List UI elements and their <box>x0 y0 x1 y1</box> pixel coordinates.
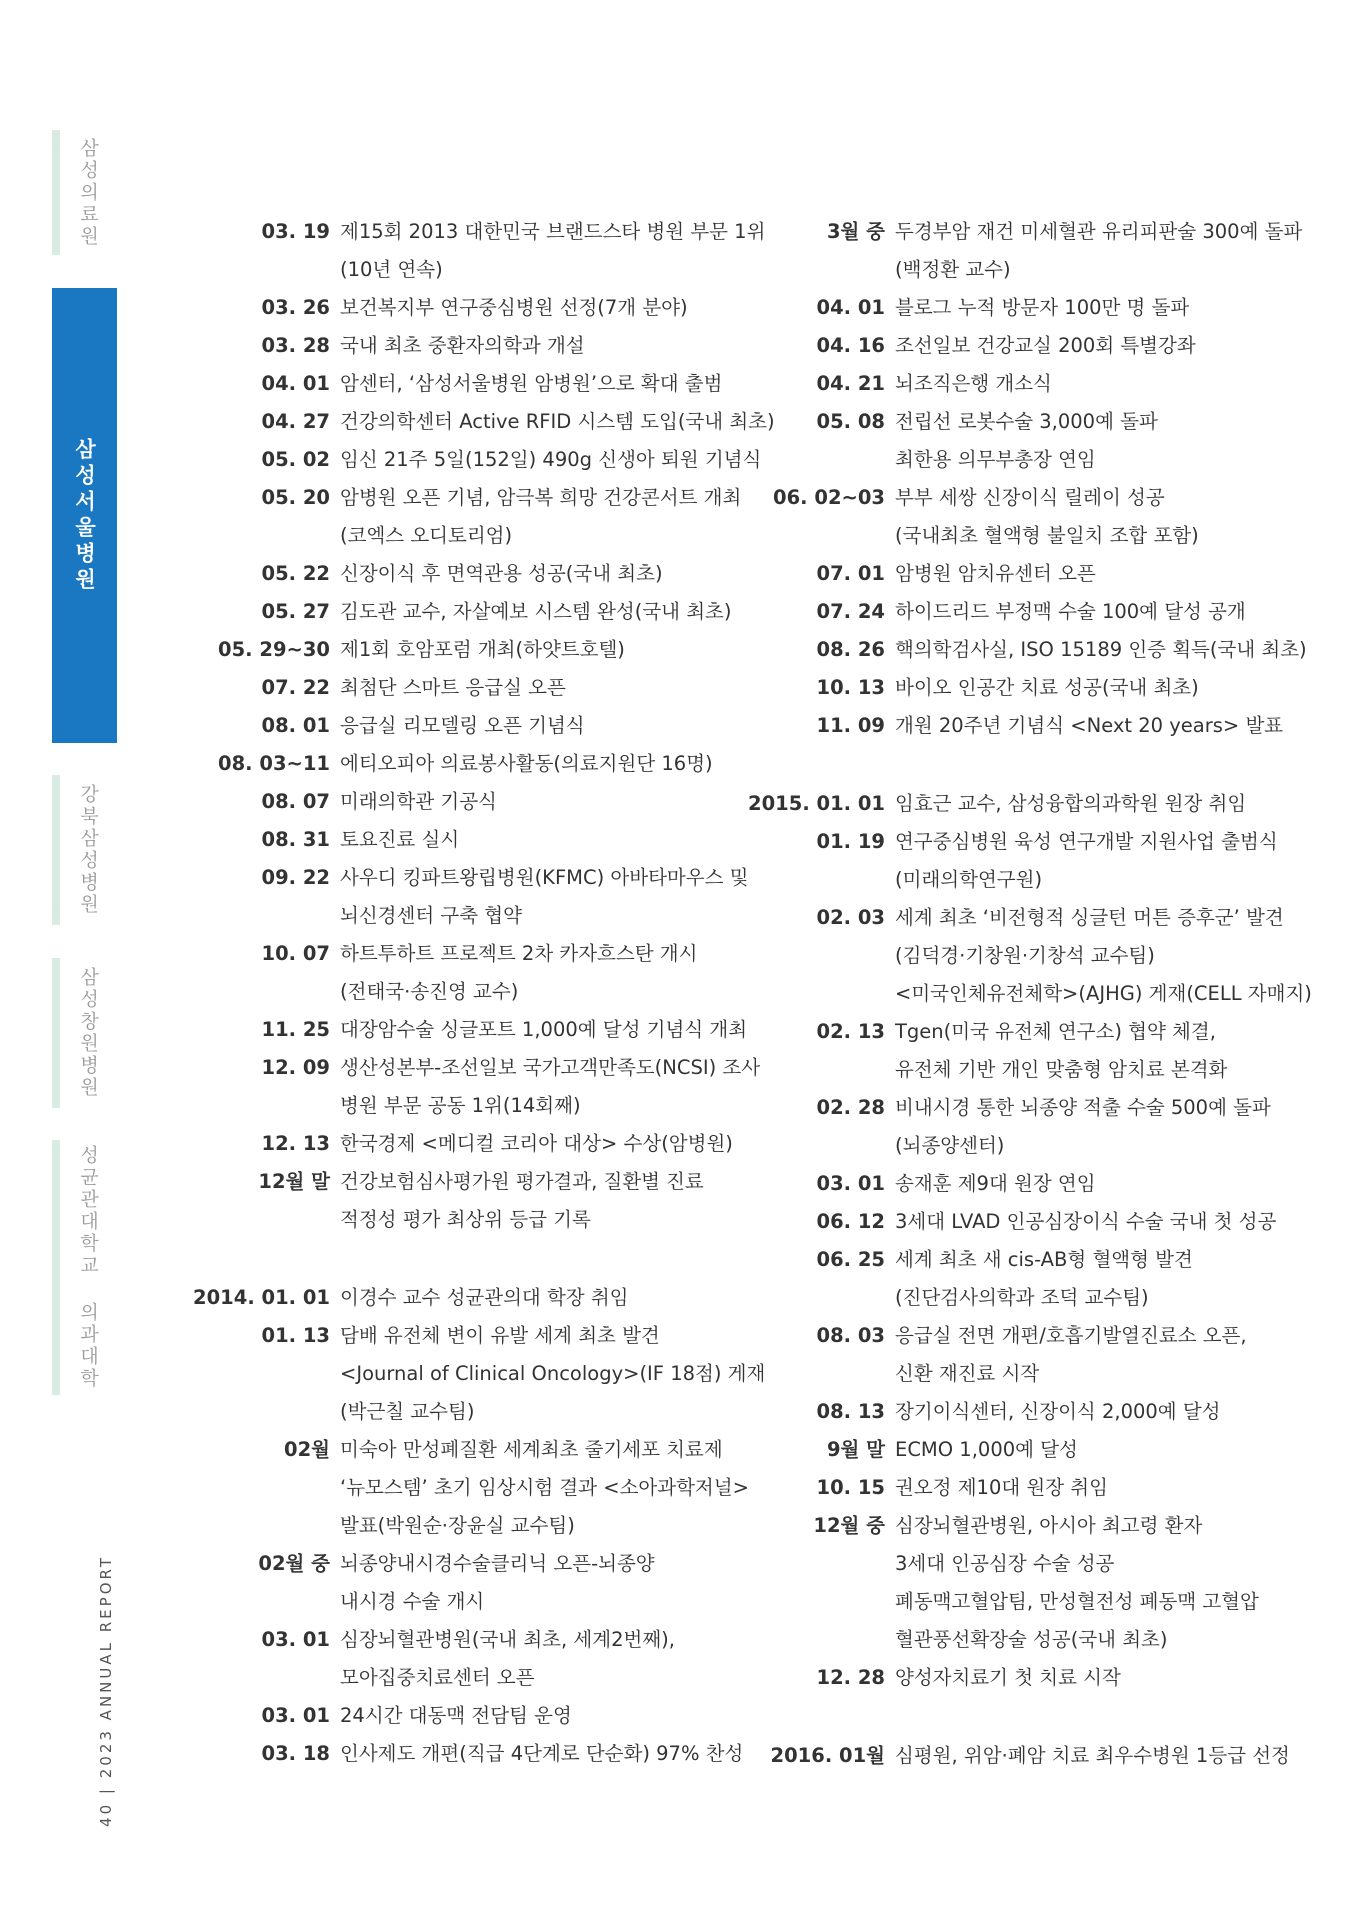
timeline-entry <box>190 669 775 707</box>
entry-date: 03. 01 <box>261 1628 330 1651</box>
entry-line: 임신 21주 5일(152일) 490g 신생아 퇴원 기념식 <box>340 448 762 471</box>
entry-line: 세계 최초 ‘비전형적 싱글턴 머튼 증후군’ 발견 <box>895 906 1284 929</box>
entry-line: 제15회 2013 대한민국 브랜드스타 병원 부문 1위 <box>340 220 766 243</box>
entry-date: 07. 22 <box>261 676 330 699</box>
entry-line: 바이오 인공간 치료 성공(국내 최초) <box>895 676 1199 699</box>
entry-date: 05. 27 <box>261 600 330 623</box>
entry-date: 2016. 01월 <box>770 1744 885 1767</box>
timeline-entry <box>745 1469 1312 1507</box>
entry-description <box>340 213 765 289</box>
entry-date: 10. 15 <box>816 1476 885 1499</box>
entry-description <box>895 1241 1193 1317</box>
entry-description <box>340 289 688 327</box>
entry-description <box>895 631 1307 669</box>
entry-date: 2015. 01. 01 <box>748 792 885 815</box>
entry-date: 11. 25 <box>261 1018 330 1041</box>
timeline-entry <box>190 821 775 859</box>
entry-line: 뇌신경센터 구축 협약 <box>340 904 522 927</box>
timeline-entry <box>745 1737 1312 1775</box>
entry-date: 05. 22 <box>261 562 330 585</box>
entry-description <box>895 1089 1271 1165</box>
entry-line: 대장암수술 싱글포트 1,000예 달성 기념식 개최 <box>340 1018 748 1041</box>
entry-description <box>340 1621 675 1697</box>
entry-description <box>340 1735 743 1773</box>
timeline-entry <box>190 1011 775 1049</box>
entry-line: 보건복지부 연구중심병원 선정(7개 분야) <box>340 296 688 319</box>
entry-line: 신장이식 후 면역관용 성공(국내 최초) <box>340 562 663 585</box>
entry-description <box>895 1393 1221 1431</box>
entry-line: (국내최초 혈액형 불일치 조합 포함) <box>895 524 1199 547</box>
timeline-entry <box>190 935 775 1011</box>
entry-date: 02. 03 <box>816 906 885 929</box>
sidebar-tab-samsung-changwon-hospital[interactable] <box>52 958 117 1108</box>
entry-description <box>895 1013 1227 1089</box>
timeline-entry <box>190 783 775 821</box>
entry-date: 09. 22 <box>261 866 330 889</box>
entry-line: 혈관풍선확장술 성공(국내 최초) <box>895 1628 1168 1651</box>
timeline-entry <box>190 1621 775 1697</box>
entry-date: 05. 20 <box>261 486 330 509</box>
entry-date: 04. 27 <box>261 410 330 433</box>
entry-date: 07. 01 <box>816 562 885 585</box>
entry-line: Tgen(미국 유전체 연구소) 협약 체결, <box>895 1020 1216 1043</box>
entry-date: 08. 01 <box>261 714 330 737</box>
entry-line: 사우디 킹파트왕립병원(KFMC) 아바타마우스 및 <box>340 866 749 889</box>
entry-line: 세계 최초 새 cis-AB형 혈액형 발견 <box>895 1248 1193 1271</box>
entry-date: 05. 02 <box>261 448 330 471</box>
sidebar-tab-samsung-medical-center[interactable] <box>52 130 117 255</box>
timeline-entry <box>745 403 1312 479</box>
entry-date: 04. 01 <box>816 296 885 319</box>
entry-description <box>340 935 697 1011</box>
entry-line: 폐동맥고혈압팀, 만성혈전성 폐동맥 고혈압 <box>895 1590 1259 1613</box>
entry-line: 장기이식센터, 신장이식 2,000예 달성 <box>895 1400 1221 1423</box>
entry-date: 08. 03~11 <box>218 752 330 775</box>
entry-date: 07. 24 <box>816 600 885 623</box>
entry-line: 연구중심병원 육성 연구개발 지원사업 출범식 <box>895 830 1278 853</box>
entry-description <box>895 213 1302 289</box>
entry-line: 암센터, ‘삼성서울병원 암병원’으로 확대 출범 <box>340 372 723 395</box>
entry-description <box>340 783 497 821</box>
entry-description <box>895 785 1246 823</box>
entry-description <box>340 707 585 745</box>
entry-date: 06. 02~03 <box>773 486 885 509</box>
timeline-entry <box>745 1507 1312 1659</box>
entry-description <box>340 365 722 403</box>
entry-description <box>895 479 1199 555</box>
entry-description <box>895 823 1278 899</box>
timeline-entry <box>745 1013 1312 1089</box>
entry-line: 조선일보 건강교실 200회 특별강좌 <box>895 334 1196 357</box>
entry-line: 국내 최초 중환자의학과 개설 <box>340 334 585 357</box>
entry-date: 03. 01 <box>261 1704 330 1727</box>
entry-line: 발표(박원순·장윤실 교수팀) <box>340 1514 575 1537</box>
entry-line: ECMO 1,000예 달성 <box>895 1438 1078 1461</box>
entry-date: 05. 08 <box>816 410 885 433</box>
timeline-entry <box>190 479 775 555</box>
entry-date: 9월 말 <box>826 1438 885 1461</box>
entry-description <box>340 441 761 479</box>
timeline-entry <box>190 859 775 935</box>
entry-description <box>340 1431 749 1545</box>
timeline-entry <box>745 823 1312 899</box>
entry-description <box>895 555 1096 593</box>
timeline-entry <box>745 1241 1312 1317</box>
timeline-entry <box>190 1125 775 1163</box>
entry-line: (미래의학연구원) <box>895 868 1043 891</box>
timeline-entry <box>745 707 1312 745</box>
entry-line: (뇌종양센터) <box>895 1134 1005 1157</box>
timeline-entry <box>190 213 775 289</box>
entry-line: 핵의학검사실, ISO 15189 인증 획득(국내 최초) <box>895 638 1307 661</box>
entry-description <box>340 631 625 669</box>
entry-description <box>895 669 1199 707</box>
timeline-entry <box>190 441 775 479</box>
entry-description <box>895 403 1158 479</box>
entry-description <box>895 365 1052 403</box>
timeline-entry <box>190 1697 775 1735</box>
entry-line: (김덕경·기창원·기창석 교수팀) <box>895 944 1155 967</box>
timeline-entry <box>190 745 775 783</box>
entry-description <box>895 1737 1290 1775</box>
timeline-entry <box>190 1431 775 1545</box>
entry-date: 03. 28 <box>261 334 330 357</box>
entry-line: 심장뇌혈관병원, 아시아 최고령 환자 <box>895 1514 1203 1537</box>
timeline-entry <box>745 555 1312 593</box>
entry-line: ‘뉴모스템’ 초기 임상시험 결과 <소아과학저널> <box>340 1476 749 1499</box>
entry-line: (10년 연속) <box>340 258 443 281</box>
entry-line: 송재훈 제9대 원장 연임 <box>895 1172 1096 1195</box>
sidebar-tab-kangbuk-samsung-hospital[interactable] <box>52 775 117 925</box>
timeline-right-column <box>745 213 1312 1775</box>
entry-line: 블로그 누적 방문자 100만 명 돌파 <box>895 296 1190 319</box>
entry-description <box>340 745 713 783</box>
year-spacer <box>190 1239 775 1279</box>
entry-line: 내시경 수술 개시 <box>340 1590 485 1613</box>
entry-date: 11. 09 <box>816 714 885 737</box>
timeline-entry <box>190 327 775 365</box>
timeline-entry <box>745 1089 1312 1165</box>
entry-line: 3세대 인공심장 수술 성공 <box>895 1552 1115 1575</box>
page-footer <box>94 1555 118 1827</box>
entry-description <box>895 899 1312 1013</box>
sidebar-tab-label: 강북삼성병원 <box>77 784 99 916</box>
entry-date: 12월 중 <box>813 1514 885 1537</box>
entry-date: 08. 13 <box>816 1400 885 1423</box>
sidebar-tab-label: 삼성서울병원 <box>72 437 97 594</box>
entry-description <box>340 327 585 365</box>
entry-line: 뇌조직은행 개소식 <box>895 372 1052 395</box>
entry-line: 생산성본부-조선일보 국가고객만족도(NCSI) 조사 <box>340 1056 761 1079</box>
timeline-entry <box>745 479 1312 555</box>
entry-description <box>340 859 748 935</box>
entry-date: 06. 25 <box>816 1248 885 1271</box>
entry-description <box>340 1317 765 1431</box>
entry-line: 하이드리드 부정맥 수술 100예 달성 공개 <box>895 600 1246 623</box>
timeline-entry <box>190 365 775 403</box>
entry-description <box>340 1279 629 1317</box>
entry-line: 임효근 교수, 삼성융합의과학원 원장 취임 <box>895 792 1247 815</box>
entry-date: 01. 13 <box>261 1324 330 1347</box>
entry-date: 03. 19 <box>261 220 330 243</box>
entry-line: <미국인체유전체학>(AJHG) 게재(CELL 자매지) <box>895 982 1312 1005</box>
entry-date: 02. 13 <box>816 1020 885 1043</box>
timeline-entry <box>745 1203 1312 1241</box>
entry-description <box>895 1165 1096 1203</box>
entry-date: 12. 28 <box>816 1666 885 1689</box>
entry-line: 부부 세쌍 신장이식 릴레이 성공 <box>895 486 1165 509</box>
timeline-entry <box>190 1545 775 1621</box>
timeline-entry <box>190 1163 775 1239</box>
entry-description <box>895 1431 1078 1469</box>
timeline-entry <box>190 1279 775 1317</box>
entry-date: 12. 09 <box>261 1056 330 1079</box>
entry-description <box>895 593 1246 631</box>
entry-line: 암병원 오픈 기념, 암극복 희망 건강콘서트 개최 <box>340 486 742 509</box>
timeline-entry <box>745 631 1312 669</box>
timeline-left-column <box>190 213 775 1773</box>
entry-description <box>340 821 459 859</box>
entry-date: 10. 07 <box>261 942 330 965</box>
entry-line: 신환 재진료 시작 <box>895 1362 1040 1385</box>
sidebar-tab-label: 삼성창원병원 <box>77 967 99 1099</box>
entry-description <box>895 289 1189 327</box>
entry-date: 03. 01 <box>816 1172 885 1195</box>
entry-line: 심평원, 위암·폐암 치료 최우수병원 1등급 선정 <box>895 1744 1290 1767</box>
entry-line: 담배 유전체 변이 유발 세계 최초 발견 <box>340 1324 660 1347</box>
entry-date: 08. 07 <box>261 790 330 813</box>
timeline-entry <box>190 631 775 669</box>
annual-report-label: 40 | 2023 ANNUAL REPORT <box>97 1555 115 1827</box>
entry-line: 건강보험심사평가원 평가결과, 질환별 진료 <box>340 1170 704 1193</box>
entry-description <box>340 1125 733 1163</box>
entry-line: 한국경제 <메디컬 코리아 대상> 수상(암병원) <box>340 1132 733 1155</box>
timeline-entry <box>745 593 1312 631</box>
timeline-entry <box>745 365 1312 403</box>
entry-line: 에티오피아 의료봉사활동(의료지원단 16명) <box>340 752 713 775</box>
entry-line: 최첨단 스마트 응급실 오픈 <box>340 676 566 699</box>
entry-description <box>340 555 663 593</box>
sidebar-tab-label: 삼성의료원 <box>77 137 99 248</box>
entry-description <box>340 1697 572 1735</box>
entry-description <box>340 403 775 441</box>
entry-line: (코엑스 오디토리엄) <box>340 524 513 547</box>
entry-line: 응급실 전면 개편/호흡기발열진료소 오픈, <box>895 1324 1247 1347</box>
sidebar-tab-label: 성균관대학교 의과대학 <box>77 1145 99 1390</box>
timeline-entry <box>190 289 775 327</box>
timeline-entry <box>745 1431 1312 1469</box>
entry-description <box>340 479 741 555</box>
timeline-entry <box>190 707 775 745</box>
sidebar-tab-skku-medicine[interactable] <box>52 1140 117 1395</box>
entry-line: (박근칠 교수팀) <box>340 1400 475 1423</box>
timeline-entry <box>745 1659 1312 1697</box>
entry-line: 비내시경 통한 뇌종양 적출 수술 500예 돌파 <box>895 1096 1271 1119</box>
entry-description <box>895 1507 1259 1659</box>
timeline-entry <box>745 785 1312 823</box>
entry-description <box>340 1545 655 1621</box>
entry-description <box>340 1163 704 1239</box>
entry-description <box>340 1011 747 1049</box>
entry-description <box>340 593 731 631</box>
entry-date: 12월 말 <box>258 1170 330 1193</box>
entry-line: 유전체 기반 개인 맞춤형 암치료 본격화 <box>895 1058 1228 1081</box>
entry-line: (전태국·송진영 교수) <box>340 980 519 1003</box>
entry-line: 개원 20주년 기념식 <Next 20 years> 발표 <box>895 714 1284 737</box>
entry-description <box>895 327 1196 365</box>
entry-line: 24시간 대동맥 전담팀 운영 <box>340 1704 572 1727</box>
timeline-entry <box>745 327 1312 365</box>
entry-line: 3세대 LVAD 인공심장이식 수술 국내 첫 성공 <box>895 1210 1277 1233</box>
entry-date: 06. 12 <box>816 1210 885 1233</box>
year-spacer <box>745 745 1312 785</box>
timeline-entry <box>190 1735 775 1773</box>
entry-line: 병원 부문 공동 1위(14회째) <box>340 1094 581 1117</box>
timeline-entry <box>745 1165 1312 1203</box>
timeline-entry <box>745 289 1312 327</box>
entry-date: 12. 13 <box>261 1132 330 1155</box>
timeline-entry <box>745 669 1312 707</box>
entry-line: 전립선 로봇수술 3,000예 돌파 <box>895 410 1158 433</box>
entry-description <box>895 1659 1121 1697</box>
entry-line: 이경수 교수 성균관의대 학장 취임 <box>340 1286 629 1309</box>
entry-date: 01. 19 <box>816 830 885 853</box>
timeline-entry <box>745 1393 1312 1431</box>
entry-description <box>895 707 1283 745</box>
entry-line: 하트투하트 프로젝트 2차 카자흐스탄 개시 <box>340 942 698 965</box>
timeline-entry <box>190 403 775 441</box>
entry-date: 04. 21 <box>816 372 885 395</box>
entry-date: 04. 01 <box>261 372 330 395</box>
timeline-entry <box>190 1049 775 1125</box>
entry-line: (진단검사의학과 조덕 교수팀) <box>895 1286 1149 1309</box>
entry-date: 08. 26 <box>816 638 885 661</box>
entry-date: 10. 13 <box>816 676 885 699</box>
entry-date: 05. 29~30 <box>218 638 330 661</box>
entry-line: 건강의학센터 Active RFID 시스템 도입(국내 최초) <box>340 410 775 433</box>
entry-line: (백정환 교수) <box>895 258 1011 281</box>
entry-line: 최한용 의무부총장 연임 <box>895 448 1096 471</box>
entry-line: 김도관 교수, 자살예보 시스템 완성(국내 최초) <box>340 600 732 623</box>
entry-line: 암병원 암치유센터 오픈 <box>895 562 1096 585</box>
entry-line: 뇌종양내시경수술클리닉 오픈-뇌종양 <box>340 1552 655 1575</box>
entry-line: 두경부암 재건 미세혈관 유리피판술 300예 돌파 <box>895 220 1303 243</box>
entry-line: 응급실 리모델링 오픈 기념식 <box>340 714 585 737</box>
timeline-entry <box>190 555 775 593</box>
entry-line: <Journal of Clinical Oncology>(IF 18점) 게재 <box>340 1362 766 1385</box>
entry-description <box>895 1469 1108 1507</box>
entry-line: 심장뇌혈관병원(국내 최초, 세계2번째), <box>340 1628 675 1651</box>
entry-date: 02월 중 <box>258 1552 330 1575</box>
timeline-entry <box>745 213 1312 289</box>
entry-line: 토요진료 실시 <box>340 828 460 851</box>
entry-date: 08. 31 <box>261 828 330 851</box>
entry-line: 인사제도 개편(직급 4단계로 단순화) 97% 찬성 <box>340 1742 744 1765</box>
entry-description <box>895 1317 1247 1393</box>
timeline-entry <box>190 1317 775 1431</box>
entry-date: 03. 26 <box>261 296 330 319</box>
entry-date: 02. 28 <box>816 1096 885 1119</box>
entry-description <box>340 669 566 707</box>
sidebar-tab-samsung-seoul-hospital[interactable] <box>52 288 117 743</box>
entry-date: 04. 16 <box>816 334 885 357</box>
entry-date: 3월 중 <box>826 220 885 243</box>
entry-date: 02월 <box>284 1438 330 1461</box>
timeline-entry <box>745 899 1312 1013</box>
entry-line: 미숙아 만성폐질환 세계최초 줄기세포 치료제 <box>340 1438 723 1461</box>
timeline-entry <box>190 593 775 631</box>
timeline-entry <box>745 1317 1312 1393</box>
entry-line: 권오정 제10대 원장 취임 <box>895 1476 1108 1499</box>
entry-line: 양성자치료기 첫 치료 시작 <box>895 1666 1121 1689</box>
entry-line: 미래의학관 기공식 <box>340 790 497 813</box>
entry-line: 제1회 호암포럼 개최(하얏트호텔) <box>340 638 625 661</box>
entry-date: 08. 03 <box>816 1324 885 1347</box>
year-spacer <box>745 1697 1312 1737</box>
entry-description <box>340 1049 760 1125</box>
entry-line: 적정성 평가 최상위 등급 기록 <box>340 1208 591 1231</box>
entry-description <box>895 1203 1276 1241</box>
entry-date: 03. 18 <box>261 1742 330 1765</box>
entry-line: 모아집중치료센터 오픈 <box>340 1666 535 1689</box>
entry-date: 2014. 01. 01 <box>193 1286 330 1309</box>
